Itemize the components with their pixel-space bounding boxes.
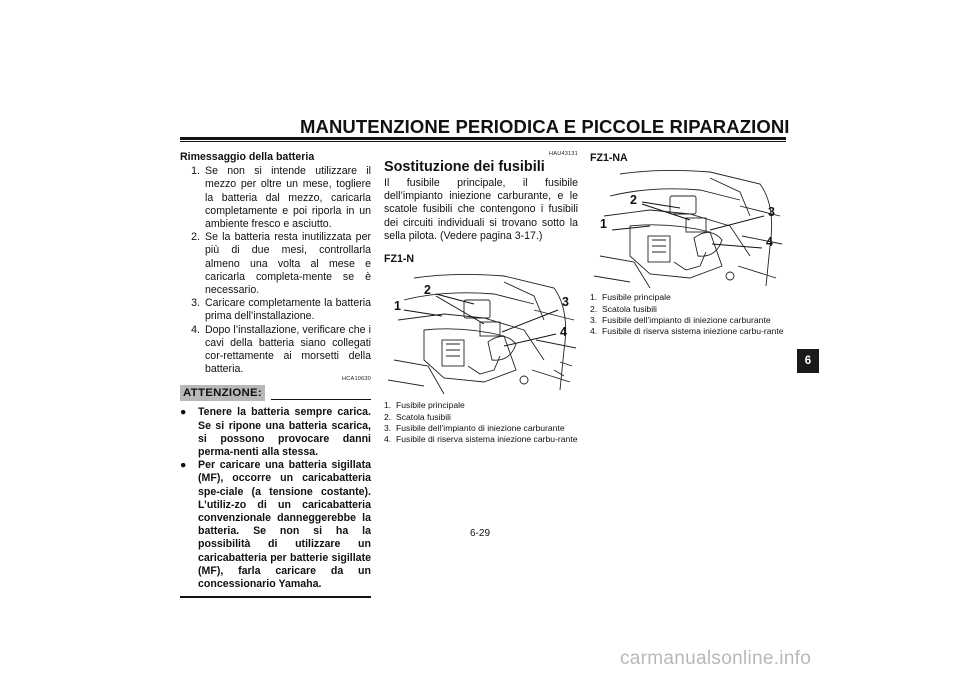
chapter-tab: 6 <box>797 349 819 373</box>
callout-2: 2 <box>424 283 431 298</box>
caution-badge: ATTENZIONE: <box>180 385 265 401</box>
figure-fz1-na <box>590 168 786 290</box>
column-battery-storage <box>180 151 371 598</box>
callout-1: 1 <box>394 299 401 314</box>
figure-label-fz1-na: FZ1-NA <box>590 152 628 164</box>
column-fuses <box>384 151 578 445</box>
list-item: 1. Se non si intende utilizzare il mezzo per oltre un mese, togliere la batteria dal mezzo, caricarla completamente e poi riporla in un ambiente fresco e asciutto. <box>191 165 371 231</box>
list-item: 1. Fusibile principale <box>384 400 465 411</box>
section-title: Sostituzione dei fusibili <box>384 159 545 175</box>
battery-storage-steps <box>180 165 371 376</box>
bullet-icon: ● <box>180 406 187 419</box>
caution-rule <box>271 399 371 400</box>
list-item: 2. Scatola fusibili <box>590 303 657 314</box>
list-item: 1. Fusibile principale <box>590 292 671 303</box>
header-rule-thin <box>180 141 786 142</box>
battery-storage-heading: Rimessaggio della batteria <box>180 151 315 163</box>
page-title: MANUTENZIONE PERIODICA E PICCOLE RIPARAZIONI <box>300 116 790 137</box>
column-fuses-na <box>590 151 786 337</box>
list-item: 4. Fusibile di riserva sistema iniezione carbu-rante <box>590 326 784 337</box>
bullet-icon: ● <box>180 459 187 472</box>
caution-end-rule <box>180 596 371 598</box>
list-item: 2. Scatola fusibili <box>384 411 451 422</box>
caution-header <box>180 385 371 401</box>
list-item: 4. Dopo l’installazione, verificare che i cavi della batteria siano collegati cor-rettamente ai morsetti della batteria. <box>191 323 371 376</box>
section-code: HAU43131 <box>549 151 578 157</box>
callout-2: 2 <box>630 193 637 208</box>
figure-fz1-n <box>384 270 580 398</box>
callout-4: 4 <box>766 235 773 250</box>
section-body: Il fusibile principale, il fusibile dell’impianto iniezione carburante, e le scatole fusibili che contengono i fusibili dei circuiti individuali si trovano sotto la sella pilota. (Vedere pagina 3-17.) <box>384 177 578 242</box>
callout-3: 3 <box>768 205 775 220</box>
callout-3: 3 <box>562 295 569 310</box>
list-item: 4. Fusibile di riserva sistema iniezione carbu-rante <box>384 434 578 445</box>
callout-4: 4 <box>560 325 567 340</box>
caution-code: HCA10630 <box>342 376 371 383</box>
figure-legend-fz1-na <box>590 292 786 337</box>
figure-label-fz1-n: FZ1-N <box>384 253 415 266</box>
fuse-box-illustration <box>384 270 580 398</box>
figure-legend-fz1-n <box>384 400 578 445</box>
fuse-box-illustration <box>590 168 786 290</box>
list-item: 3. Caricare completamente la batteria prima dell’installazione. <box>191 297 371 323</box>
callout-1: 1 <box>600 217 607 232</box>
watermark: carmanualsonline.info <box>620 648 812 669</box>
list-item: ● Per caricare una batteria sigillata (MF), occorre un caricabatteria spe-ciale (a tensione costante). L’utiliz-zo di un caricabatteria convenzionale danneggerebbe la batteria. Se non si ha la possibilità di utilizzare un caricabatteria per batterie sigillate (MF), farla caricare da un concessionario Yamaha. <box>180 459 371 591</box>
list-item: 3. Fusibile dell’impianto di iniezione carburante <box>384 422 565 433</box>
list-item: 3. Fusibile dell’impianto di iniezione carburante <box>590 314 771 325</box>
list-item: ● Tenere la batteria sempre carica. Se si ripone una batteria scarica, si possono provocare danni perma-nenti alla stessa. <box>180 406 371 459</box>
header-rule <box>180 137 786 140</box>
caution-list <box>180 406 371 591</box>
list-item: 2. Se la batteria resta inutilizzata per più di due mesi, controllarla almeno una volta al mese e caricarla completa-mente se è necessario. <box>191 231 371 297</box>
page-number: 6-29 <box>469 528 490 539</box>
